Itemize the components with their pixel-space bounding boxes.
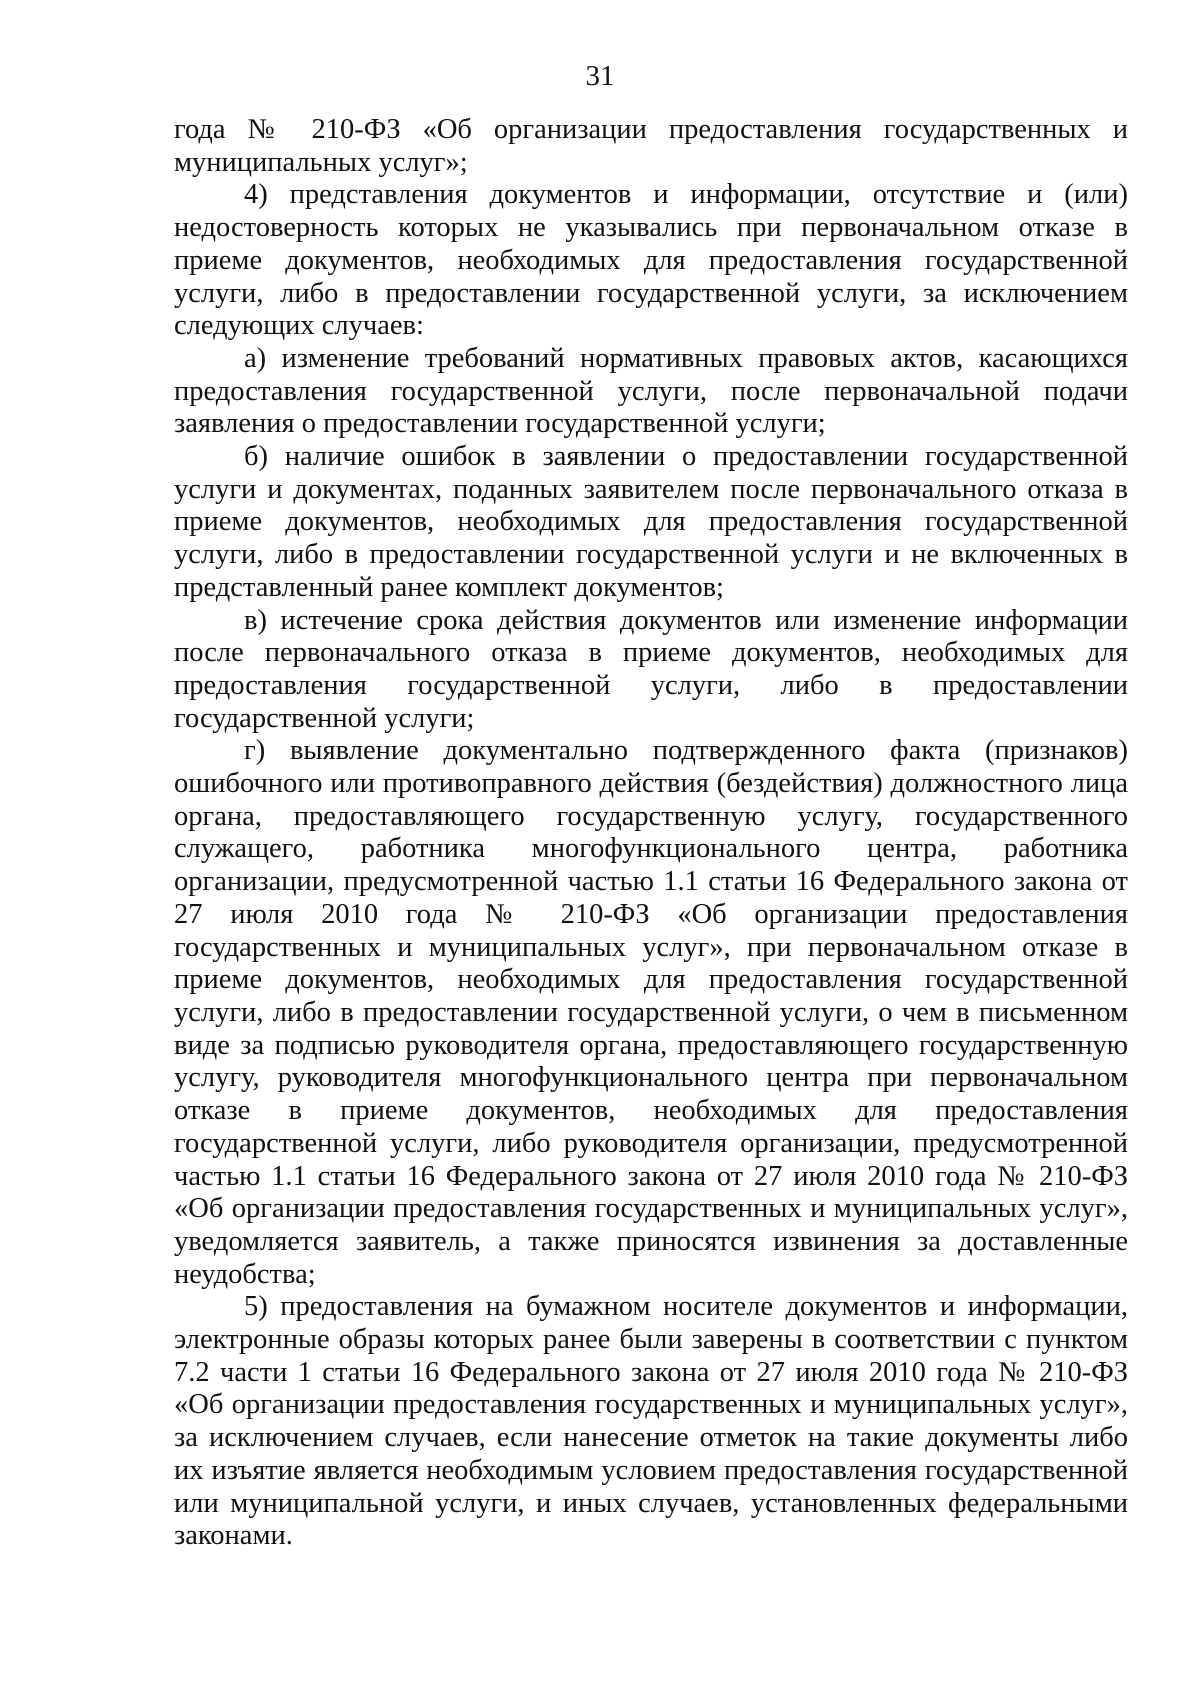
paragraph-subitem-b: б) наличие ошибок в заявлении о предоставлении государственной услуги и документах, поданных заявителем после первоначального отказа в приеме документов, необходимых для предоставления государственной услуги, либо в предоставлении государственной услуги и не включенных в представленный ранее комплект документов;: [174, 441, 1128, 603]
document-body: [174, 114, 1128, 1553]
page-number: 31: [585, 60, 615, 92]
paragraph-item-5: 5) предоставления на бумажном носителе документов и информации, электронные образы которых ранее были заверены в соответствии с пунктом 7.2 части 1 статьи 16 Федерального закона от 27 июля 2010 года № 210-ФЗ «Об организации предоставления государственных и муниципальных услуг», за исключением случаев, если нанесение отметок на такие документы либо их изъятие является необходимым условием предоставления государственной или муниципальной услуги, и иных случаев, установленных федеральными законами.: [174, 1291, 1128, 1552]
paragraph-subitem-a: а) изменение требований нормативных правовых актов, касающихся предоставления государственной услуги, после первоначальной подачи заявления о предоставлении государственной услуги;: [174, 342, 1128, 440]
paragraph-item-4: 4) представления документов и информации, отсутствие и (или) недостоверность которых не указывались при первоначальном отказе в приеме документов, необходимых для предоставления государственной услуги, либо в предоставлении государственной услуги, за исключением следующих случаев:: [174, 179, 1128, 342]
paragraph-continuation: года № 210-ФЗ «Об организации предоставления государственных и муниципальных услуг»;: [174, 114, 1128, 178]
paragraph-subitem-v: в) истечение срока действия документов или изменение информации после первоначального отказа в приеме документов, необходимых для предоставления государственной услуги, либо в предоставлении государственной услуги;: [174, 604, 1128, 734]
paragraph-subitem-g: г) выявление документально подтвержденного факта (признаков) ошибочного или противоправного действия (бездействия) должностного лица органа, предоставляющего государственную услугу, государственного служащего, работника многофункционального центра, работника организации, предусмотренной частью 1.1 статьи 16 Федерального закона от 27 июля 2010 года № 210-ФЗ «Об организации предоставления государственных и муниципальных услуг», при первоначальном отказе в приеме документов, необходимых для предоставления государственной услуги, либо в предоставлении государственной услуги, о чем в письменном виде за подписью руководителя органа, предоставляющего государственную услугу, руководителя многофункционального центра при первоначальном отказе в приеме документов, необходимых для предоставления государственной услуги, либо руководителя организации, предусмотренной частью 1.1 статьи 16 Федерального закона от 27 июля 2010 года № 210-ФЗ «Об организации предоставления государственных и муниципальных услуг», уведомляется заявитель, а также приносятся извинения за доставленные неудобства;: [174, 735, 1128, 1290]
